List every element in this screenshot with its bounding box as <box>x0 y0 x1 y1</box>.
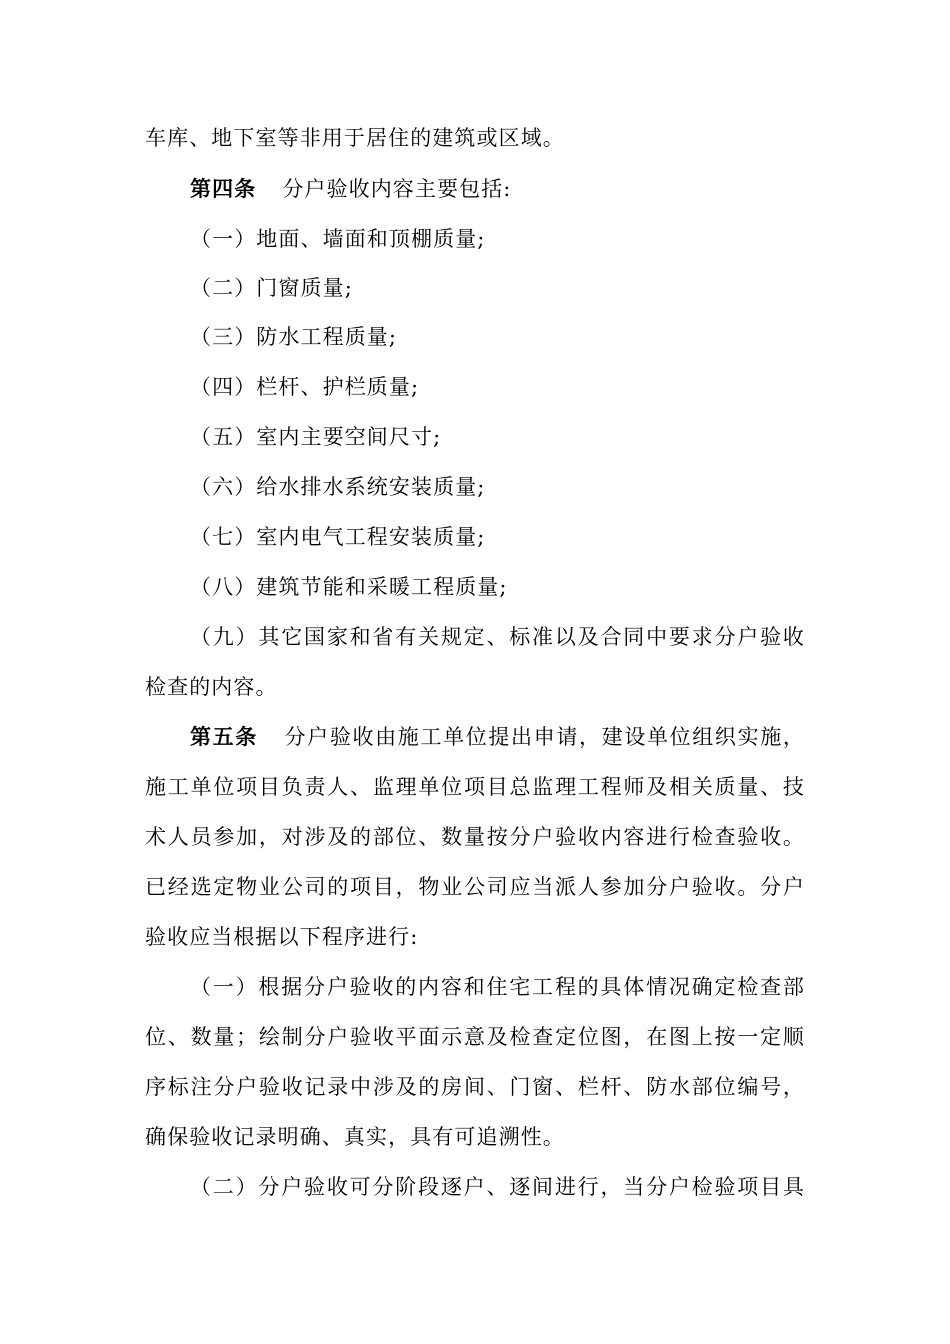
text-line: 已经选定物业公司的项目，物业公司应当派人参加分户验收。分户 <box>145 875 805 899</box>
text-line: 术人员参加，对涉及的部位、数量按分户验收内容进行检查验收。 <box>145 825 805 849</box>
text-line: 车库、地下室等非用于居住的建筑或区域。 <box>145 126 565 150</box>
article-heading: 第五条 <box>190 724 258 749</box>
article-text: 分户验收内容主要包括: <box>282 177 512 201</box>
article-4-line <box>190 174 805 204</box>
list-item: （一）根据分户验收的内容和住宅工程的具体情况确定检查部 <box>190 975 805 999</box>
list-item: （七）室内电气工程安装质量; <box>190 525 486 549</box>
article-text: 分户验收由施工单位提出申请，建设单位组织实施， <box>283 725 805 749</box>
text-line: 序标注分户验收记录中涉及的房间、门窗、栏杆、防水部位编号， <box>145 1075 805 1099</box>
text-line: 检查的内容。 <box>145 675 278 699</box>
article-heading: 第四条 <box>190 176 257 201</box>
article-5-line <box>190 722 805 752</box>
text-line: 确保验收记录明确、真实，具有可追溯性。 <box>145 1125 565 1149</box>
text-line: 位、数量；绘制分户验收平面示意及检查定位图，在图上按一定顺 <box>145 1025 805 1049</box>
list-item: （一）地面、墙面和顶棚质量; <box>190 227 486 251</box>
list-item: （四）栏杆、护栏质量; <box>190 375 420 399</box>
list-item: （二）门窗质量; <box>190 276 353 300</box>
list-item: （五）室内主要空间尺寸; <box>190 425 442 449</box>
list-item: （九）其它国家和省有关规定、标准以及合同中要求分户验收 <box>190 625 805 649</box>
list-item: （二）分户验收可分阶段逐户、逐间进行，当分户检验项目具 <box>190 1175 805 1199</box>
text-line: 验收应当根据以下程序进行: <box>145 925 419 949</box>
list-item: （三）防水工程质量; <box>190 325 398 349</box>
text-line: 施工单位项目负责人、监理单位项目总监理工程师及相关质量、技 <box>145 775 805 799</box>
list-item: （六）给水排水系统安装质量; <box>190 475 486 499</box>
list-item: （八）建筑节能和采暖工程质量; <box>190 575 508 599</box>
